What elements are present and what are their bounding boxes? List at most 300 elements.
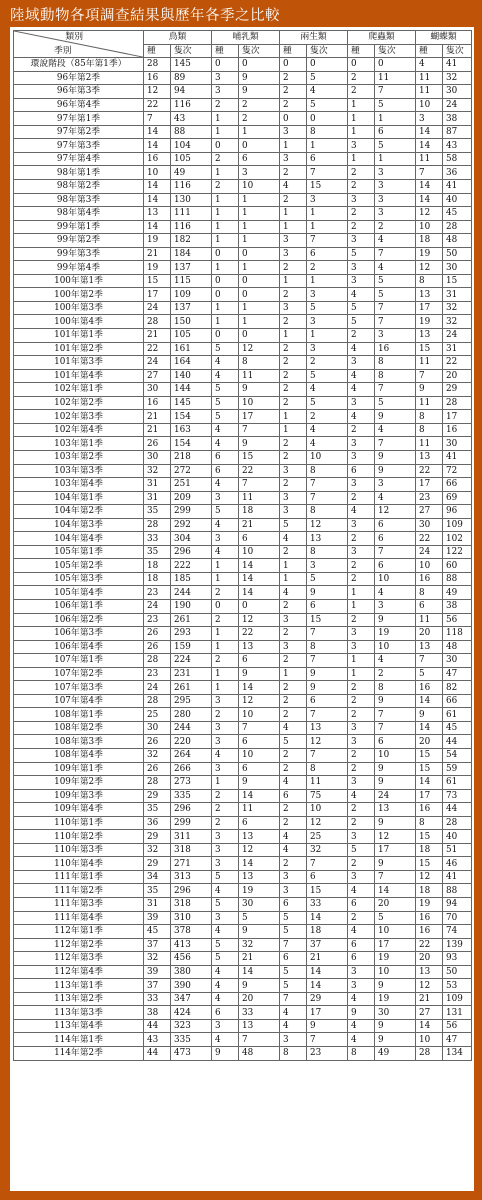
row-value: 2 [280, 356, 307, 370]
row-value: 1 [348, 112, 375, 126]
row-value: 3 [348, 437, 375, 451]
row-value: 13 [307, 721, 348, 735]
row-value: 2 [212, 803, 239, 817]
row-value: 3 [212, 843, 239, 857]
table-row [14, 437, 472, 451]
row-value: 5 [212, 952, 239, 966]
row-value: 7 [375, 721, 416, 735]
row-value: 28 [443, 396, 472, 410]
row-value: 44 [144, 1019, 171, 1033]
row-value: 4 [212, 979, 239, 993]
row-value: 1 [212, 667, 239, 681]
row-value: 0 [212, 329, 239, 343]
row-value: 30 [443, 261, 472, 275]
row-value: 6 [348, 898, 375, 912]
row-value: 33 [307, 898, 348, 912]
row-value: 1 [280, 572, 307, 586]
row-value: 296 [171, 803, 212, 817]
row-value: 14 [416, 721, 443, 735]
row-value: 2 [239, 112, 280, 126]
row-value: 11 [416, 396, 443, 410]
row-value: 2 [348, 681, 375, 695]
row-value: 3 [280, 613, 307, 627]
row-value: 6 [307, 247, 348, 261]
row-value: 54 [443, 748, 472, 762]
row-value: 30 [144, 721, 171, 735]
table-row [14, 965, 472, 979]
row-value: 2 [348, 911, 375, 925]
row-value: 18 [416, 843, 443, 857]
group-header-reptiles: 爬蟲類 [348, 31, 416, 45]
row-value: 72 [443, 464, 472, 478]
row-value: 74 [443, 925, 472, 939]
row-value: 1 [212, 681, 239, 695]
row-value: 6 [307, 152, 348, 166]
row-value: 14 [307, 911, 348, 925]
row-value: 8 [307, 762, 348, 776]
row-value: 1 [348, 599, 375, 613]
row-value: 24 [144, 681, 171, 695]
row-value: 11 [239, 369, 280, 383]
row-season-label: 99年第4季 [14, 261, 144, 275]
row-value: 8 [307, 464, 348, 478]
row-value: 7 [416, 654, 443, 668]
row-season-label: 109年第3季 [14, 789, 144, 803]
table-row [14, 152, 472, 166]
row-value: 13 [375, 803, 416, 817]
row-season-label: 100年第1季 [14, 274, 144, 288]
row-value: 0 [239, 247, 280, 261]
table-row [14, 450, 472, 464]
row-season-label: 108年第1季 [14, 708, 144, 722]
row-value: 2 [280, 803, 307, 817]
row-value: 1 [239, 234, 280, 248]
row-value: 14 [239, 586, 280, 600]
row-value: 3 [348, 735, 375, 749]
row-value: 1 [212, 234, 239, 248]
row-season-label: 101年第3季 [14, 356, 144, 370]
row-value: 15 [416, 762, 443, 776]
row-value: 2 [212, 613, 239, 627]
row-value: 185 [171, 572, 212, 586]
row-value: 32 [443, 71, 472, 85]
table-row [14, 654, 472, 668]
row-season-label: 110年第4季 [14, 857, 144, 871]
row-value: 271 [171, 857, 212, 871]
row-season-label: 96年第2季 [14, 71, 144, 85]
row-value: 296 [171, 545, 212, 559]
table-row [14, 830, 472, 844]
row-season-label: 111年第2季 [14, 884, 144, 898]
table-row [14, 396, 472, 410]
row-value: 7 [375, 315, 416, 329]
row-value: 2 [280, 71, 307, 85]
row-value: 29 [144, 857, 171, 871]
row-value: 14 [239, 965, 280, 979]
row-value: 164 [171, 356, 212, 370]
row-season-label: 103年第3季 [14, 464, 144, 478]
row-season-label: 109年第4季 [14, 803, 144, 817]
row-value: 16 [443, 423, 472, 437]
row-value: 4 [348, 505, 375, 519]
row-value: 11 [416, 437, 443, 451]
row-value: 4 [280, 180, 307, 194]
row-value: 7 [239, 1033, 280, 1047]
row-value: 9 [239, 85, 280, 99]
row-value: 2 [280, 261, 307, 275]
row-value: 4 [212, 992, 239, 1006]
row-value: 4 [348, 992, 375, 1006]
row-value: 21 [144, 410, 171, 424]
row-value: 1 [307, 220, 348, 234]
row-value: 32 [307, 843, 348, 857]
row-value: 1 [239, 125, 280, 139]
row-season-label: 100年第4季 [14, 315, 144, 329]
row-value: 2 [348, 572, 375, 586]
row-value: 5 [375, 396, 416, 410]
row-value: 2 [212, 586, 239, 600]
row-value: 231 [171, 667, 212, 681]
row-season-label: 98年第3季 [14, 193, 144, 207]
row-value: 12 [416, 979, 443, 993]
row-value: 0 [239, 274, 280, 288]
subheader-species: 種 [144, 44, 171, 58]
row-value: 9 [239, 437, 280, 451]
row-value: 8 [416, 274, 443, 288]
row-value: 9 [375, 979, 416, 993]
row-value: 3 [307, 342, 348, 356]
row-value: 0 [212, 274, 239, 288]
row-value: 21 [144, 247, 171, 261]
row-value: 9 [375, 857, 416, 871]
row-value: 15 [416, 857, 443, 871]
row-value: 14 [239, 857, 280, 871]
table-row [14, 776, 472, 790]
row-value: 19 [144, 261, 171, 275]
row-value: 18 [239, 505, 280, 519]
row-value: 104 [171, 139, 212, 153]
row-value: 299 [171, 505, 212, 519]
row-value: 14 [239, 789, 280, 803]
row-value: 32 [144, 464, 171, 478]
row-value: 28 [144, 654, 171, 668]
row-value: 150 [171, 315, 212, 329]
row-value: 9 [307, 667, 348, 681]
row-value: 115 [171, 274, 212, 288]
row-value: 9 [239, 979, 280, 993]
row-season-label: 102年第1季 [14, 383, 144, 397]
row-value: 5 [307, 71, 348, 85]
row-value: 59 [443, 762, 472, 776]
row-value: 41 [443, 870, 472, 884]
row-value: 29 [307, 992, 348, 1006]
row-value: 58 [443, 152, 472, 166]
table-row [14, 992, 472, 1006]
table-row [14, 599, 472, 613]
row-value: 17 [375, 843, 416, 857]
table-row [14, 857, 472, 871]
row-value: 43 [171, 112, 212, 126]
row-value: 4 [280, 532, 307, 546]
row-value: 3 [280, 884, 307, 898]
row-value: 6 [212, 450, 239, 464]
row-value: 17 [144, 288, 171, 302]
row-value: 4 [212, 545, 239, 559]
row-season-label: 104年第3季 [14, 518, 144, 532]
row-value: 75 [307, 789, 348, 803]
row-value: 94 [443, 898, 472, 912]
row-value: 14 [144, 193, 171, 207]
row-value: 4 [212, 423, 239, 437]
row-value: 3 [348, 518, 375, 532]
row-season-label: 100年第2季 [14, 288, 144, 302]
row-value: 6 [375, 735, 416, 749]
row-value: 33 [144, 532, 171, 546]
row-value: 40 [443, 193, 472, 207]
row-value: 7 [239, 721, 280, 735]
row-value: 105 [171, 152, 212, 166]
row-value: 5 [280, 518, 307, 532]
table-row [14, 708, 472, 722]
row-value: 3 [280, 1033, 307, 1047]
table-row [14, 884, 472, 898]
row-value: 6 [375, 125, 416, 139]
row-value: 3 [348, 478, 375, 492]
table-row [14, 843, 472, 857]
row-value: 8 [375, 369, 416, 383]
table-row [14, 247, 472, 261]
row-value: 8 [348, 1047, 375, 1061]
table-row [14, 478, 472, 492]
row-value: 9 [375, 1019, 416, 1033]
row-value: 2 [280, 342, 307, 356]
row-value: 6 [239, 816, 280, 830]
row-value: 6 [348, 952, 375, 966]
table-row [14, 545, 472, 559]
row-value: 12 [239, 342, 280, 356]
row-value: 2 [280, 708, 307, 722]
row-value: 27 [416, 1006, 443, 1020]
row-value: 7 [375, 383, 416, 397]
row-value: 3 [280, 301, 307, 315]
row-value: 3 [280, 247, 307, 261]
row-value: 15 [443, 274, 472, 288]
row-value: 7 [307, 478, 348, 492]
row-value: 10 [144, 166, 171, 180]
row-value: 2 [280, 627, 307, 641]
row-value: 1 [307, 329, 348, 343]
row-value: 17 [416, 301, 443, 315]
row-value: 30 [375, 1006, 416, 1020]
row-season-label: 110年第3季 [14, 843, 144, 857]
row-value: 31 [443, 288, 472, 302]
row-value: 116 [171, 220, 212, 234]
table-row [14, 369, 472, 383]
row-value: 31 [144, 478, 171, 492]
row-value: 122 [443, 545, 472, 559]
row-season-label: 108年第2季 [14, 721, 144, 735]
row-value: 4 [348, 884, 375, 898]
row-season-label: 103年第4季 [14, 478, 144, 492]
row-season-label: 110年第2季 [14, 830, 144, 844]
row-value: 222 [171, 559, 212, 573]
row-value: 7 [307, 748, 348, 762]
row-value: 30 [416, 518, 443, 532]
row-value: 27 [144, 369, 171, 383]
row-value: 10 [375, 748, 416, 762]
row-value: 31 [144, 898, 171, 912]
row-season-label: 102年第4季 [14, 423, 144, 437]
row-value: 134 [443, 1047, 472, 1061]
table-row [14, 315, 472, 329]
row-value: 14 [416, 1019, 443, 1033]
subheader-species: 種 [280, 44, 307, 58]
row-value: 26 [144, 640, 171, 654]
row-value: 9 [375, 776, 416, 790]
row-value: 20 [416, 952, 443, 966]
header-row-groups [14, 31, 472, 45]
table-row [14, 979, 472, 993]
table-row [14, 898, 472, 912]
row-value: 1 [348, 586, 375, 600]
table-row [14, 613, 472, 627]
row-value: 5 [348, 315, 375, 329]
row-value: 145 [171, 58, 212, 72]
row-value: 24 [443, 98, 472, 112]
table-row [14, 383, 472, 397]
row-value: 7 [307, 234, 348, 248]
row-value: 94 [171, 85, 212, 99]
row-value: 7 [307, 708, 348, 722]
row-value: 3 [212, 532, 239, 546]
row-value: 154 [171, 437, 212, 451]
row-value: 1 [212, 627, 239, 641]
row-value: 23 [144, 586, 171, 600]
row-value: 48 [443, 640, 472, 654]
row-value: 251 [171, 478, 212, 492]
row-value: 4 [307, 85, 348, 99]
row-value: 21 [239, 952, 280, 966]
row-value: 3 [280, 234, 307, 248]
row-value: 224 [171, 654, 212, 668]
table-row [14, 71, 472, 85]
row-value: 39 [144, 965, 171, 979]
row-value: 7 [375, 247, 416, 261]
row-value: 16 [416, 681, 443, 695]
row-value: 413 [171, 938, 212, 952]
row-value: 2 [212, 654, 239, 668]
row-value: 22 [144, 342, 171, 356]
row-value: 30 [144, 383, 171, 397]
row-value: 3 [307, 193, 348, 207]
row-value: 8 [416, 410, 443, 424]
row-value: 17 [239, 410, 280, 424]
row-value: 35 [144, 884, 171, 898]
row-value: 9 [375, 762, 416, 776]
row-value: 12 [307, 518, 348, 532]
row-value: 4 [212, 1033, 239, 1047]
row-value: 7 [375, 870, 416, 884]
row-season-label: 111年第3季 [14, 898, 144, 912]
row-value: 0 [280, 112, 307, 126]
row-value: 11 [416, 152, 443, 166]
row-value: 116 [171, 180, 212, 194]
row-value: 304 [171, 532, 212, 546]
row-value: 3 [212, 71, 239, 85]
row-value: 5 [375, 98, 416, 112]
row-value: 9 [239, 925, 280, 939]
row-value: 17 [375, 938, 416, 952]
row-season-label: 107年第4季 [14, 694, 144, 708]
row-value: 12 [416, 261, 443, 275]
row-value: 10 [239, 180, 280, 194]
row-value: 9 [375, 694, 416, 708]
row-season-label: 104年第1季 [14, 491, 144, 505]
row-season-label: 110年第1季 [14, 816, 144, 830]
row-value: 61 [443, 708, 472, 722]
row-value: 2 [348, 329, 375, 343]
row-value: 12 [307, 816, 348, 830]
row-season-label: 108年第4季 [14, 748, 144, 762]
row-value: 12 [307, 735, 348, 749]
row-value: 0 [212, 599, 239, 613]
row-value: 2 [280, 762, 307, 776]
row-value: 12 [144, 85, 171, 99]
row-value: 22 [416, 532, 443, 546]
row-value: 244 [171, 721, 212, 735]
row-value: 88 [171, 125, 212, 139]
row-value: 18 [144, 559, 171, 573]
row-value: 5 [375, 139, 416, 153]
row-value: 53 [443, 979, 472, 993]
row-value: 24 [144, 301, 171, 315]
row-value: 7 [280, 992, 307, 1006]
row-value: 38 [443, 112, 472, 126]
row-value: 2 [280, 166, 307, 180]
row-value: 5 [307, 572, 348, 586]
row-value: 218 [171, 450, 212, 464]
row-value: 3 [212, 830, 239, 844]
row-value: 347 [171, 992, 212, 1006]
row-value: 9 [348, 1006, 375, 1020]
row-season-label: 114年第1季 [14, 1033, 144, 1047]
row-value: 37 [144, 938, 171, 952]
row-value: 19 [144, 234, 171, 248]
row-value: 1 [239, 207, 280, 221]
row-value: 3 [280, 505, 307, 519]
row-value: 1 [375, 112, 416, 126]
row-value: 378 [171, 925, 212, 939]
row-value: 118 [443, 627, 472, 641]
row-value: 43 [443, 139, 472, 153]
row-value: 1 [239, 301, 280, 315]
row-value: 3 [348, 139, 375, 153]
table-row [14, 234, 472, 248]
row-value: 1 [307, 207, 348, 221]
row-value: 1 [348, 98, 375, 112]
row-value: 1 [212, 301, 239, 315]
row-value: 4 [280, 586, 307, 600]
row-value: 144 [171, 383, 212, 397]
row-value: 32 [144, 748, 171, 762]
table-row [14, 274, 472, 288]
row-value: 14 [144, 139, 171, 153]
row-value: 4 [348, 288, 375, 302]
row-value: 111 [171, 207, 212, 221]
row-value: 7 [307, 627, 348, 641]
row-value: 28 [144, 58, 171, 72]
row-value: 159 [171, 640, 212, 654]
